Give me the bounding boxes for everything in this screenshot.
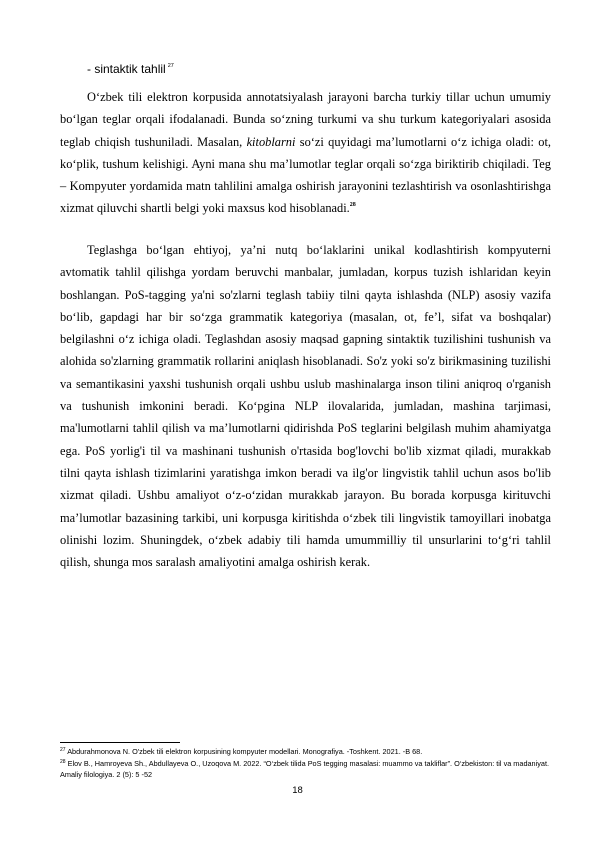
example-word-italic: kitoblarni [246, 134, 296, 149]
footnote-28 [60, 757, 555, 780]
footnote-divider [60, 742, 180, 743]
footnotes [60, 745, 555, 780]
footnote-27 [60, 745, 555, 757]
paragraph-tagging: Teglashga bo‘lgan ehtiyoj, ya’ni nutq bo‘laklarini unikal kodlashtirish kompyuterni avtomatik tahlil qilishga yordam beruvchi manbalar, jumladan, korpus tuzish ishlaridan keyin boshlangan. PoS-tagging ya'ni so'zlarni teglash tabiiy tilni qayta ishlashda (NLP) asosiy vazifa bo‘lib, gapdagi har bir so‘zga grammatik kategoriya (masalan, ot, fe’l, sifat va boshqalar) belgilashni o‘z ichiga oladi. Teglashdan asosiy maqsad gapning sintaktik tuzilishini tushunish va alohida so'zlarning grammatik rollarini aniqlash hisoblanadi. So'z yoki so'z birikmasining tuzilishi va semantikasini yaxshi tushunish orqali ushbu uslub mashinalarga inson tilini aniqroq o'rganish va tushunish imkonini beradi. Ko‘pgina NLP ilovalarida, jumladan, mashina tarjimasi, ma'lumotlarni tahlil qilish va ma’lumotlarni qidirishda PoS teglarini belgilash muhim ahamiyatga ega. PoS yorlig'i til va mashinani tushunish o'rtasida bog'lovchi bo'lib xizmat qiladi, murakkab tilni qayta ishlash tizimlarini yaratishga imkon beradi va ilg'or lingvistik tahlil uchun asos bo'lib xizmat qiladi. Ushbu amaliyot o‘z-o‘zidan murakkab jarayon. Bu borada korpusga kirituvchi ma’lumotlar bazasining tarkibi, uni korpusga kiritishda o‘zbek tili lingvistik tamoyillari inobatga olinishi lozim. Shuningdek, o‘zbek adabiy tili hamda umummilliy til unsurlarini to‘g‘ri tahlil qilish, shunga mos saralash amaliyotini amalga oshirish kerak. [60, 243, 551, 570]
footnote-ref-27[interactable]: 27 [167, 63, 174, 69]
section-heading [87, 59, 174, 76]
footnote-27-number: 27 [60, 747, 66, 753]
footnote-28-text: Elov B., Hamroyeva Sh., Abdullayeva O., Uzoqova M. 2022. “O‘zbek tilida PoS tegging masalasi: muammo va takliflar”. O‘zbekiston: til va madaniyat. Amaliy filologiya. 2 (5): 5 -52 [60, 759, 549, 779]
section-heading-text: - sintaktik tahlil [87, 62, 166, 76]
footnote-ref-28[interactable]: 28 [349, 202, 356, 209]
paragraph-1-text-b: so‘zi quyidagi ma’lumotlarni o‘z ichiga oladi: ot, ko‘plik, tushum kelishigi. Ayni mana shu ma’lumotlar teglar orqali so‘zga biriktirib chiqiladi. Teg – Kompyuter yordamida matn tahlilini amalga oshirish jarayonini tezlashtirish va osonlashtirishga xizmat qiluvchi shartli belgi yoki maxsus kod hisoblanadi. [60, 134, 552, 216]
footnote-27-text: Abdurahmonova N. O'zbek tili elektron korpusining kompyuter modellari. Monografiya. -Toshkent. 2021. -B 68. [67, 747, 423, 756]
footnote-28-number: 28 [60, 759, 66, 765]
paragraph-annotation [60, 86, 551, 220]
page-number: 18 [292, 785, 303, 796]
paragraph-1-text-a: O‘zbek tili elektron korpusida annotatsiyalash jarayoni barcha turkiy tillar uchun umumiy bo‘lgan teglar orqali ifodalanadi. Bunda so‘zning turkumi va shu turkum kategoriyalari asosida teglab chiqish tushuniladi. Masalan, [60, 90, 551, 149]
